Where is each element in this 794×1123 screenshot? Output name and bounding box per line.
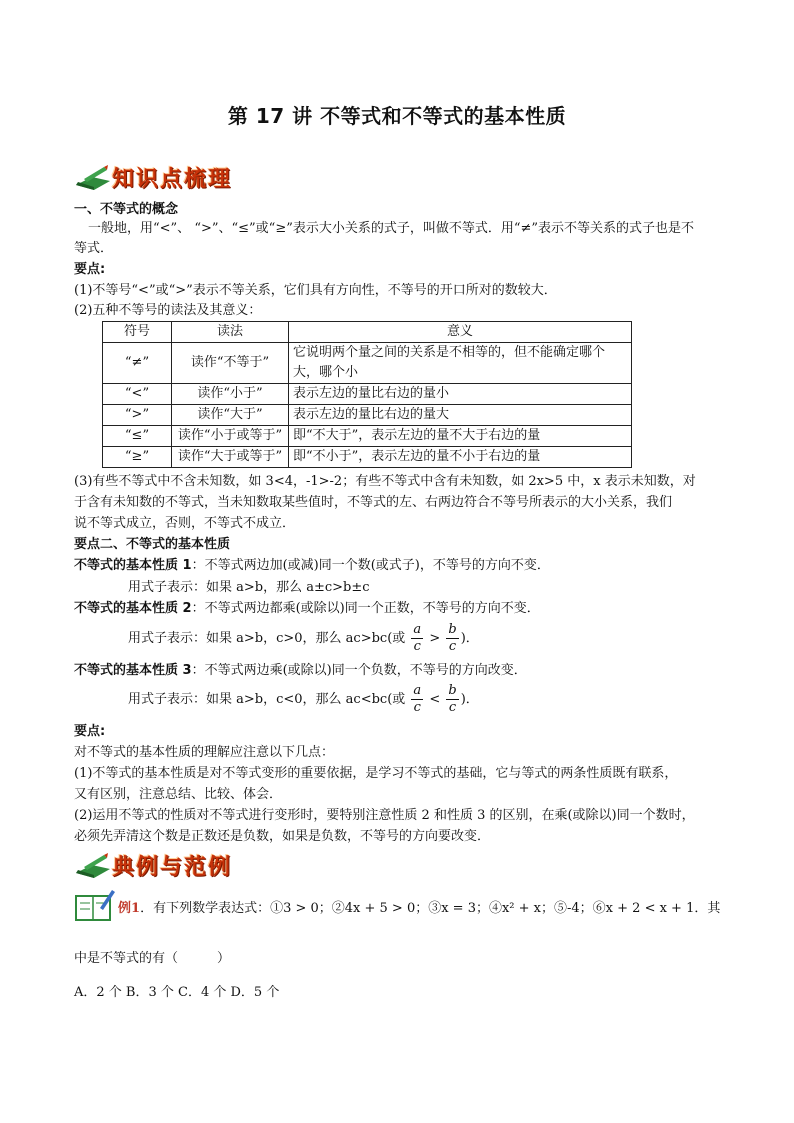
section-banner-knowledge	[74, 162, 232, 193]
property-2-text: ：不等式两边都乘(或除以)同一个正数，不等号的方向不变．	[191, 601, 540, 616]
keypoint-2: (2)五种不等号的读法及其意义：	[74, 303, 262, 318]
section-heading-properties: 要点二、不等式的基本性质	[74, 537, 231, 552]
section-heading-concept: 一、不等式的概念	[74, 202, 179, 217]
section-banner-examples	[74, 850, 232, 881]
relation-greater: >	[429, 631, 441, 646]
property-3-expression: 用式子表示：如果 a>b，c<0，那么 ac<bc(或 $\frac{a}{c}$ < $\frac{b}{c}$ )．	[128, 683, 479, 715]
fraction-b-over-c: $\frac{b}{c}$	[448, 683, 457, 715]
property-1	[74, 556, 724, 576]
table-cell-symbol: “>”	[103, 405, 172, 426]
table-row	[103, 343, 632, 384]
keypoint-label-2: 要点:	[74, 724, 106, 739]
table-header-symbol: 符号	[103, 322, 172, 343]
fraction-b-over-c: $\frac{b}{c}$	[448, 622, 457, 654]
concept-paragraph-2: 等式．	[74, 241, 114, 256]
keypoint-3-line-3: 说不等式成立，否则，不等式不成立．	[74, 516, 296, 531]
property-2	[74, 599, 724, 619]
example-1-question	[118, 898, 720, 920]
property-2-expression-text: 用式子表示：如果 a>b，c>0，那么 ac>bc(或	[128, 631, 406, 646]
note-intro: 对不等式的基本性质的理解应注意以下几点：	[74, 745, 335, 760]
table-cell-reading: 读作“不等于”	[172, 343, 289, 384]
page-title: 第 17 讲 不等式和不等式的基本性质	[227, 104, 567, 128]
table-header-row	[103, 322, 632, 343]
property-2-label: 不等式的基本性质 2	[74, 601, 192, 616]
concept-paragraph-1: 一般地，用“<”、 “>”、“≤”或“≥”表示大小关系的式子，叫做不等式．用“≠”表示不等关系的式子也是不	[88, 221, 695, 236]
keypoint-3-line-2: 于含有未知数的不等式，当未知数取某些值时，不等式的左、右两边符合不等号所表示的大小关系，我们	[74, 495, 673, 510]
property-3	[74, 661, 724, 681]
table-row	[103, 405, 632, 426]
property-1-label: 不等式的基本性质 1	[74, 558, 192, 573]
table-cell-meaning: 表示左边的量比右边的量小	[289, 384, 632, 405]
table-header-meaning: 意义	[289, 322, 632, 343]
table-cell-symbol: “≥”	[103, 447, 172, 468]
example-text: ．有下列数学表达式：①3 > 0；②4x + 5 > 0；③x = 3；④x² + x；⑤-4；⑥x + 2 < x + 1．其	[140, 901, 721, 916]
book-pen-icon	[74, 853, 112, 879]
note-1-line-2: 又有区别，注意总结、比较、体会．	[74, 787, 283, 802]
table-row	[103, 447, 632, 468]
table-row	[103, 426, 632, 447]
example-label: 例	[118, 901, 132, 916]
banner-examples-label: 典例与范例	[112, 855, 233, 880]
book-pen-icon	[74, 165, 112, 191]
property-2-expression: 用式子表示：如果 a>b，c>0，那么 ac>bc(或 $\frac{a}{c}$ > $\frac{b}{c}$ )．	[128, 622, 479, 654]
note-1-line-1: (1)不等式的基本性质是对不等式变形的重要依据，是学习不等式的基础，它与等式的两条性质既有联系，	[74, 766, 678, 781]
table-cell-meaning: 表示左边的量比右边的量大	[289, 405, 632, 426]
table-cell-reading: 读作“小于”	[172, 384, 289, 405]
table-cell-symbol: “≤”	[103, 426, 172, 447]
table-cell-reading: 读作“小于或等于”	[172, 426, 289, 447]
example-notebook-icon	[74, 888, 116, 926]
table-header-reading: 读法	[172, 322, 289, 343]
property-1-expression: 用式子表示：如果 a>b，那么 a±c>b±c	[128, 580, 370, 595]
keypoint-3-line-1: (3)有些不等式中不含未知数，如 3<4，-1>-2；有些不等式中含有未知数，如 2x>5 中，x 表示未知数，对	[74, 474, 696, 489]
table-row	[103, 384, 632, 405]
keypoint-label: 要点:	[74, 262, 106, 277]
banner-knowledge-label: 知识点梳理	[112, 167, 233, 192]
table-cell-meaning: 即“不大于”，表示左边的量不大于右边的量	[289, 426, 632, 447]
table-cell-meaning: 它说明两个量之间的关系是不相等的，但不能确定哪个大，哪个小	[289, 343, 632, 384]
note-2-line-1: (2)运用不等式的性质对不等式进行变形时，要特别注意性质 2 和性质 3 的区别，在乘(或除以)同一个数时，	[74, 808, 695, 823]
example-1-question-cont: 中是不等式的有（ ）	[74, 951, 231, 966]
example-number: 1	[131, 901, 141, 916]
keypoint-1: (1)不等号“<”或“>”表示不等关系，它们具有方向性，不等号的开口所对的数较大．	[74, 283, 557, 298]
relation-less: <	[429, 692, 441, 707]
fraction-a-over-c: $\frac{a}{c}$	[413, 622, 422, 654]
inequality-symbol-table	[102, 321, 632, 468]
table-cell-symbol: “<”	[103, 384, 172, 405]
table-cell-meaning: 即“不小于”，表示左边的量不小于右边的量	[289, 447, 632, 468]
note-2-line-2: 必须先弄清这个数是正数还是负数，如果是负数，不等号的方向要改变．	[74, 829, 491, 844]
property-1-text: ：不等式两边加(或减)同一个数(或式子)，不等号的方向不变．	[191, 558, 550, 573]
table-cell-symbol: “≠”	[103, 343, 172, 384]
property-3-expression-text: 用式子表示：如果 a>b，c<0，那么 ac<bc(或	[128, 692, 406, 707]
property-3-text: ：不等式两边乘(或除以)同一个负数，不等号的方向改变．	[191, 663, 527, 678]
table-cell-reading: 读作“大于”	[172, 405, 289, 426]
table-cell-reading: 读作“大于或等于”	[172, 447, 289, 468]
example-1-options: A．2 个 B．3 个 C．4 个 D．5 个	[74, 985, 280, 1000]
fraction-a-over-c: $\frac{a}{c}$	[413, 683, 422, 715]
property-3-label: 不等式的基本性质 3	[74, 663, 192, 678]
